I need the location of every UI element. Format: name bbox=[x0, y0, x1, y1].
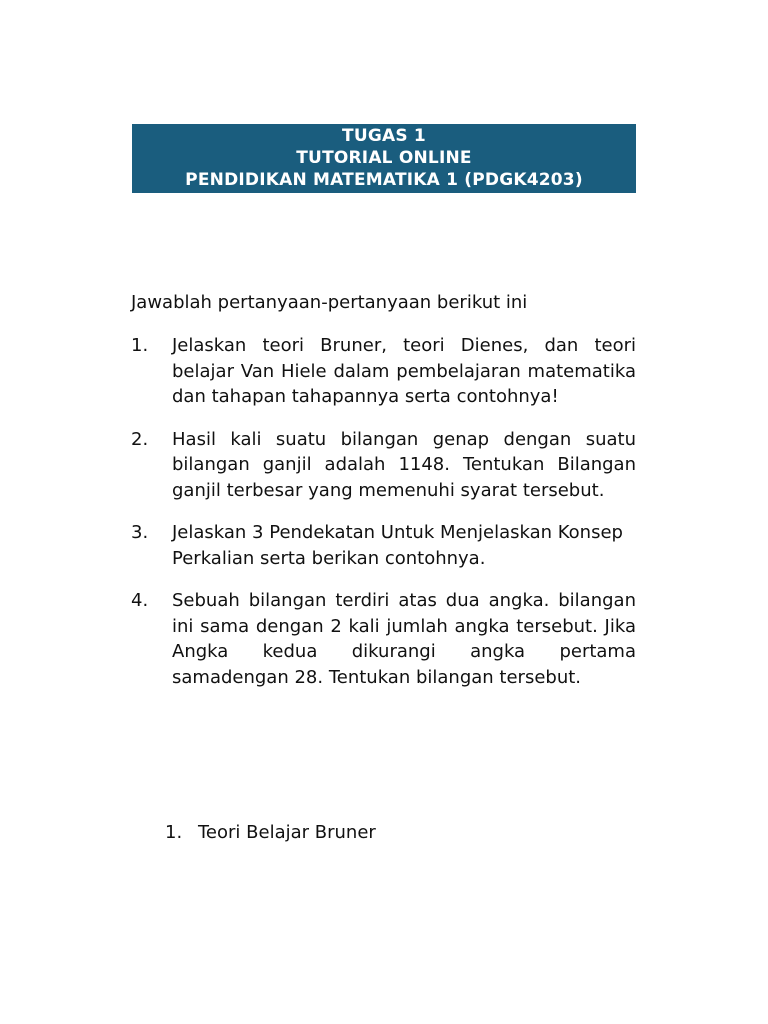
question-text: Hasil kali suatu bilangan genap dengan suatu bilangan ganjil adalah 1148. Tentukan Bilangan ganjil terbesar yang memenuhi syarat tersebut. bbox=[172, 428, 636, 501]
assignment-title: TUGAS 1 bbox=[342, 126, 426, 146]
question-number: 4. bbox=[131, 590, 149, 611]
instruction-text: Jawablah pertanyaan-pertanyaan berikut ini bbox=[131, 292, 528, 313]
answer-section-title: Teori Belajar Bruner bbox=[198, 822, 376, 843]
answer-section-heading bbox=[165, 820, 376, 846]
question-list bbox=[131, 333, 636, 707]
question-item-1 bbox=[131, 333, 636, 410]
question-text: Jelaskan teori Bruner, teori Dienes, dan teori belajar Van Hiele dalam pembelajaran matematika dan tahapan tahapannya serta contohnya! bbox=[172, 335, 636, 407]
question-text-line-2: Perkalian serta berikan contohnya. bbox=[172, 547, 486, 569]
tutorial-title: TUTORIAL ONLINE bbox=[296, 148, 472, 168]
title-banner bbox=[132, 124, 636, 193]
question-number: 3. bbox=[131, 522, 149, 543]
question-text-line-1: Jelaskan 3 Pendekatan Untuk Menjelaskan Konsep bbox=[172, 522, 623, 543]
question-item-3 bbox=[131, 520, 636, 571]
question-text: Sebuah bilangan terdiri atas dua angka. bilangan ini sama dengan 2 kali jumlah angka tersebut. Jika Angka kedua dikurangi angka pertama samadengan 28. Tentukan bilangan tersebut. bbox=[172, 590, 636, 688]
question-item-2 bbox=[131, 427, 636, 504]
course-title: PENDIDIKAN MATEMATIKA 1 (PDGK4203) bbox=[185, 170, 583, 190]
question-number: 2. bbox=[131, 428, 149, 450]
answer-section-number: 1. bbox=[165, 822, 183, 843]
question-number: 1. bbox=[131, 335, 149, 356]
question-item-4 bbox=[131, 588, 636, 690]
